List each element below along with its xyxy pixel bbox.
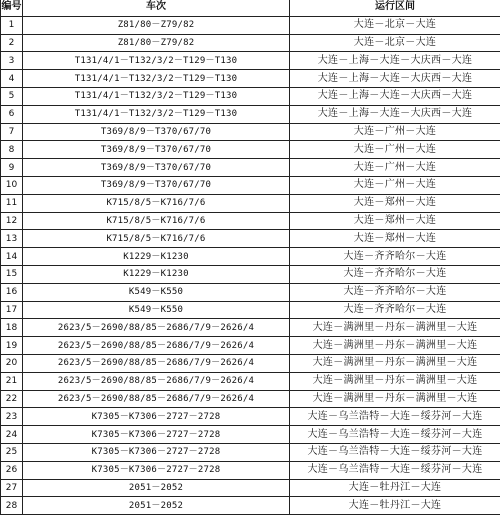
row-number: 4 xyxy=(1,70,23,88)
row-number: 17 xyxy=(1,301,23,319)
train-number-cell: 2623/5－2690/88/85－2686/7/9－2626/4 xyxy=(23,372,290,390)
train-number-cell: 2051－2052 xyxy=(23,479,290,497)
route-cell: 大连－郑州－大连 xyxy=(290,194,500,212)
route-cell: 大连－广州－大连 xyxy=(290,141,500,159)
train-number-cell: 2623/5－2690/88/85－2686/7/9－2626/4 xyxy=(23,354,290,372)
row-number: 14 xyxy=(1,248,23,266)
table-row xyxy=(1,408,500,426)
table-row xyxy=(1,52,500,70)
train-number-cell: T369/8/9－T370/67/70 xyxy=(23,176,290,194)
train-number-cell: T131/4/1－T132/3/2－T129－T130 xyxy=(23,70,290,88)
route-cell: 大连－齐齐哈尔－大连 xyxy=(290,265,500,283)
table-row xyxy=(1,248,500,266)
train-number-cell: T369/8/9－T370/67/70 xyxy=(23,141,290,159)
route-cell: 大连－满洲里－丹东－满洲里－大连 xyxy=(290,390,500,408)
row-number: 8 xyxy=(1,141,23,159)
train-number-cell: K7305－K7306－2727－2728 xyxy=(23,408,290,426)
row-number: 20 xyxy=(1,354,23,372)
route-cell: 大连－乌兰浩特－大连－绥芬河－大连 xyxy=(290,461,500,479)
table-row xyxy=(1,194,500,212)
route-cell: 大连－齐齐哈尔－大连 xyxy=(290,248,500,266)
table-row xyxy=(1,16,500,34)
header-route: 运行区间 xyxy=(290,0,500,16)
row-number: 25 xyxy=(1,443,23,461)
train-number-cell: T369/8/9－T370/67/70 xyxy=(23,159,290,177)
route-cell: 大连－郑州－大连 xyxy=(290,230,500,248)
row-number: 5 xyxy=(1,87,23,105)
row-number: 26 xyxy=(1,461,23,479)
table-row xyxy=(1,426,500,444)
train-number-cell: Z81/80－Z79/82 xyxy=(23,16,290,34)
row-number: 7 xyxy=(1,123,23,141)
header-train-number: 车次 xyxy=(23,0,290,16)
route-cell: 大连－齐齐哈尔－大连 xyxy=(290,301,500,319)
route-cell: 大连－牡丹江－大连 xyxy=(290,497,500,515)
table-row xyxy=(1,479,500,497)
row-number: 22 xyxy=(1,390,23,408)
table-row xyxy=(1,301,500,319)
train-number-cell: K549－K550 xyxy=(23,301,290,319)
row-number: 23 xyxy=(1,408,23,426)
table-row xyxy=(1,230,500,248)
route-cell: 大连－满洲里－丹东－满洲里－大连 xyxy=(290,354,500,372)
table-row xyxy=(1,319,500,337)
train-number-cell: 2623/5－2690/88/85－2686/7/9－2626/4 xyxy=(23,319,290,337)
train-number-cell: 2623/5－2690/88/85－2686/7/9－2626/4 xyxy=(23,390,290,408)
row-number: 1 xyxy=(1,16,23,34)
route-cell: 大连－上海－大连－大庆西－大连 xyxy=(290,105,500,123)
row-number: 27 xyxy=(1,479,23,497)
train-number-cell: T369/8/9－T370/67/70 xyxy=(23,123,290,141)
train-number-cell: K7305－K7306－2727－2728 xyxy=(23,443,290,461)
table-row xyxy=(1,443,500,461)
row-number: 11 xyxy=(1,194,23,212)
route-cell: 大连－乌兰浩特－大连－绥芬河－大连 xyxy=(290,408,500,426)
table-row xyxy=(1,212,500,230)
table-row xyxy=(1,123,500,141)
route-cell: 大连－广州－大连 xyxy=(290,159,500,177)
table-row xyxy=(1,34,500,52)
train-number-cell: K715/8/5－K716/7/6 xyxy=(23,230,290,248)
train-number-cell: K7305－K7306－2727－2728 xyxy=(23,426,290,444)
row-number: 16 xyxy=(1,283,23,301)
train-number-cell: 2623/5－2690/88/85－2686/7/9－2626/4 xyxy=(23,337,290,355)
train-number-cell: K1229－K1230 xyxy=(23,265,290,283)
train-number-cell: T131/4/1－T132/3/2－T129－T130 xyxy=(23,87,290,105)
route-cell: 大连－北京－大连 xyxy=(290,34,500,52)
table-row xyxy=(1,70,500,88)
train-number-cell: T131/4/1－T132/3/2－T129－T130 xyxy=(23,105,290,123)
train-number-cell: K715/8/5－K716/7/6 xyxy=(23,194,290,212)
row-number: 24 xyxy=(1,426,23,444)
row-number: 28 xyxy=(1,497,23,515)
row-number: 13 xyxy=(1,230,23,248)
route-cell: 大连－广州－大连 xyxy=(290,176,500,194)
route-cell: 大连－齐齐哈尔－大连 xyxy=(290,283,500,301)
row-number: 12 xyxy=(1,212,23,230)
table-row xyxy=(1,372,500,390)
train-number-cell: K1229－K1230 xyxy=(23,248,290,266)
row-number: 15 xyxy=(1,265,23,283)
table-body xyxy=(1,16,500,514)
route-cell: 大连－满洲里－丹东－满洲里－大连 xyxy=(290,319,500,337)
table-row xyxy=(1,461,500,479)
route-cell: 大连－广州－大连 xyxy=(290,123,500,141)
table-row xyxy=(1,105,500,123)
table-row xyxy=(1,87,500,105)
table-row xyxy=(1,390,500,408)
route-cell: 大连－郑州－大连 xyxy=(290,212,500,230)
row-number: 10 xyxy=(1,176,23,194)
row-number: 18 xyxy=(1,319,23,337)
route-cell: 大连－乌兰浩特－大连－绥芬河－大连 xyxy=(290,443,500,461)
route-cell: 大连－乌兰浩特－大连－绥芬河－大连 xyxy=(290,426,500,444)
table-row xyxy=(1,159,500,177)
train-number-cell: 2051－2052 xyxy=(23,497,290,515)
table-row xyxy=(1,141,500,159)
table-row xyxy=(1,337,500,355)
row-number: 21 xyxy=(1,372,23,390)
table-row xyxy=(1,176,500,194)
train-number-cell: K549－K550 xyxy=(23,283,290,301)
header-number: 编号 xyxy=(1,0,23,16)
table-row xyxy=(1,283,500,301)
train-number-cell: K715/8/5－K716/7/6 xyxy=(23,212,290,230)
table-row xyxy=(1,265,500,283)
row-number: 3 xyxy=(1,52,23,70)
route-cell: 大连－上海－大连－大庆西－大连 xyxy=(290,70,500,88)
route-cell: 大连－北京－大连 xyxy=(290,16,500,34)
header-row xyxy=(1,0,500,16)
route-cell: 大连－满洲里－丹东－满洲里－大连 xyxy=(290,372,500,390)
row-number: 19 xyxy=(1,337,23,355)
table-row xyxy=(1,354,500,372)
route-cell: 大连－牡丹江－大连 xyxy=(290,479,500,497)
row-number: 6 xyxy=(1,105,23,123)
route-cell: 大连－满洲里－丹东－满洲里－大连 xyxy=(290,337,500,355)
route-cell: 大连－上海－大连－大庆西－大连 xyxy=(290,52,500,70)
route-cell: 大连－上海－大连－大庆西－大连 xyxy=(290,87,500,105)
train-number-cell: K7305－K7306－2727－2728 xyxy=(23,461,290,479)
train-number-cell: T131/4/1－T132/3/2－T129－T130 xyxy=(23,52,290,70)
row-number: 9 xyxy=(1,159,23,177)
row-number: 2 xyxy=(1,34,23,52)
train-number-cell: Z81/80－Z79/82 xyxy=(23,34,290,52)
